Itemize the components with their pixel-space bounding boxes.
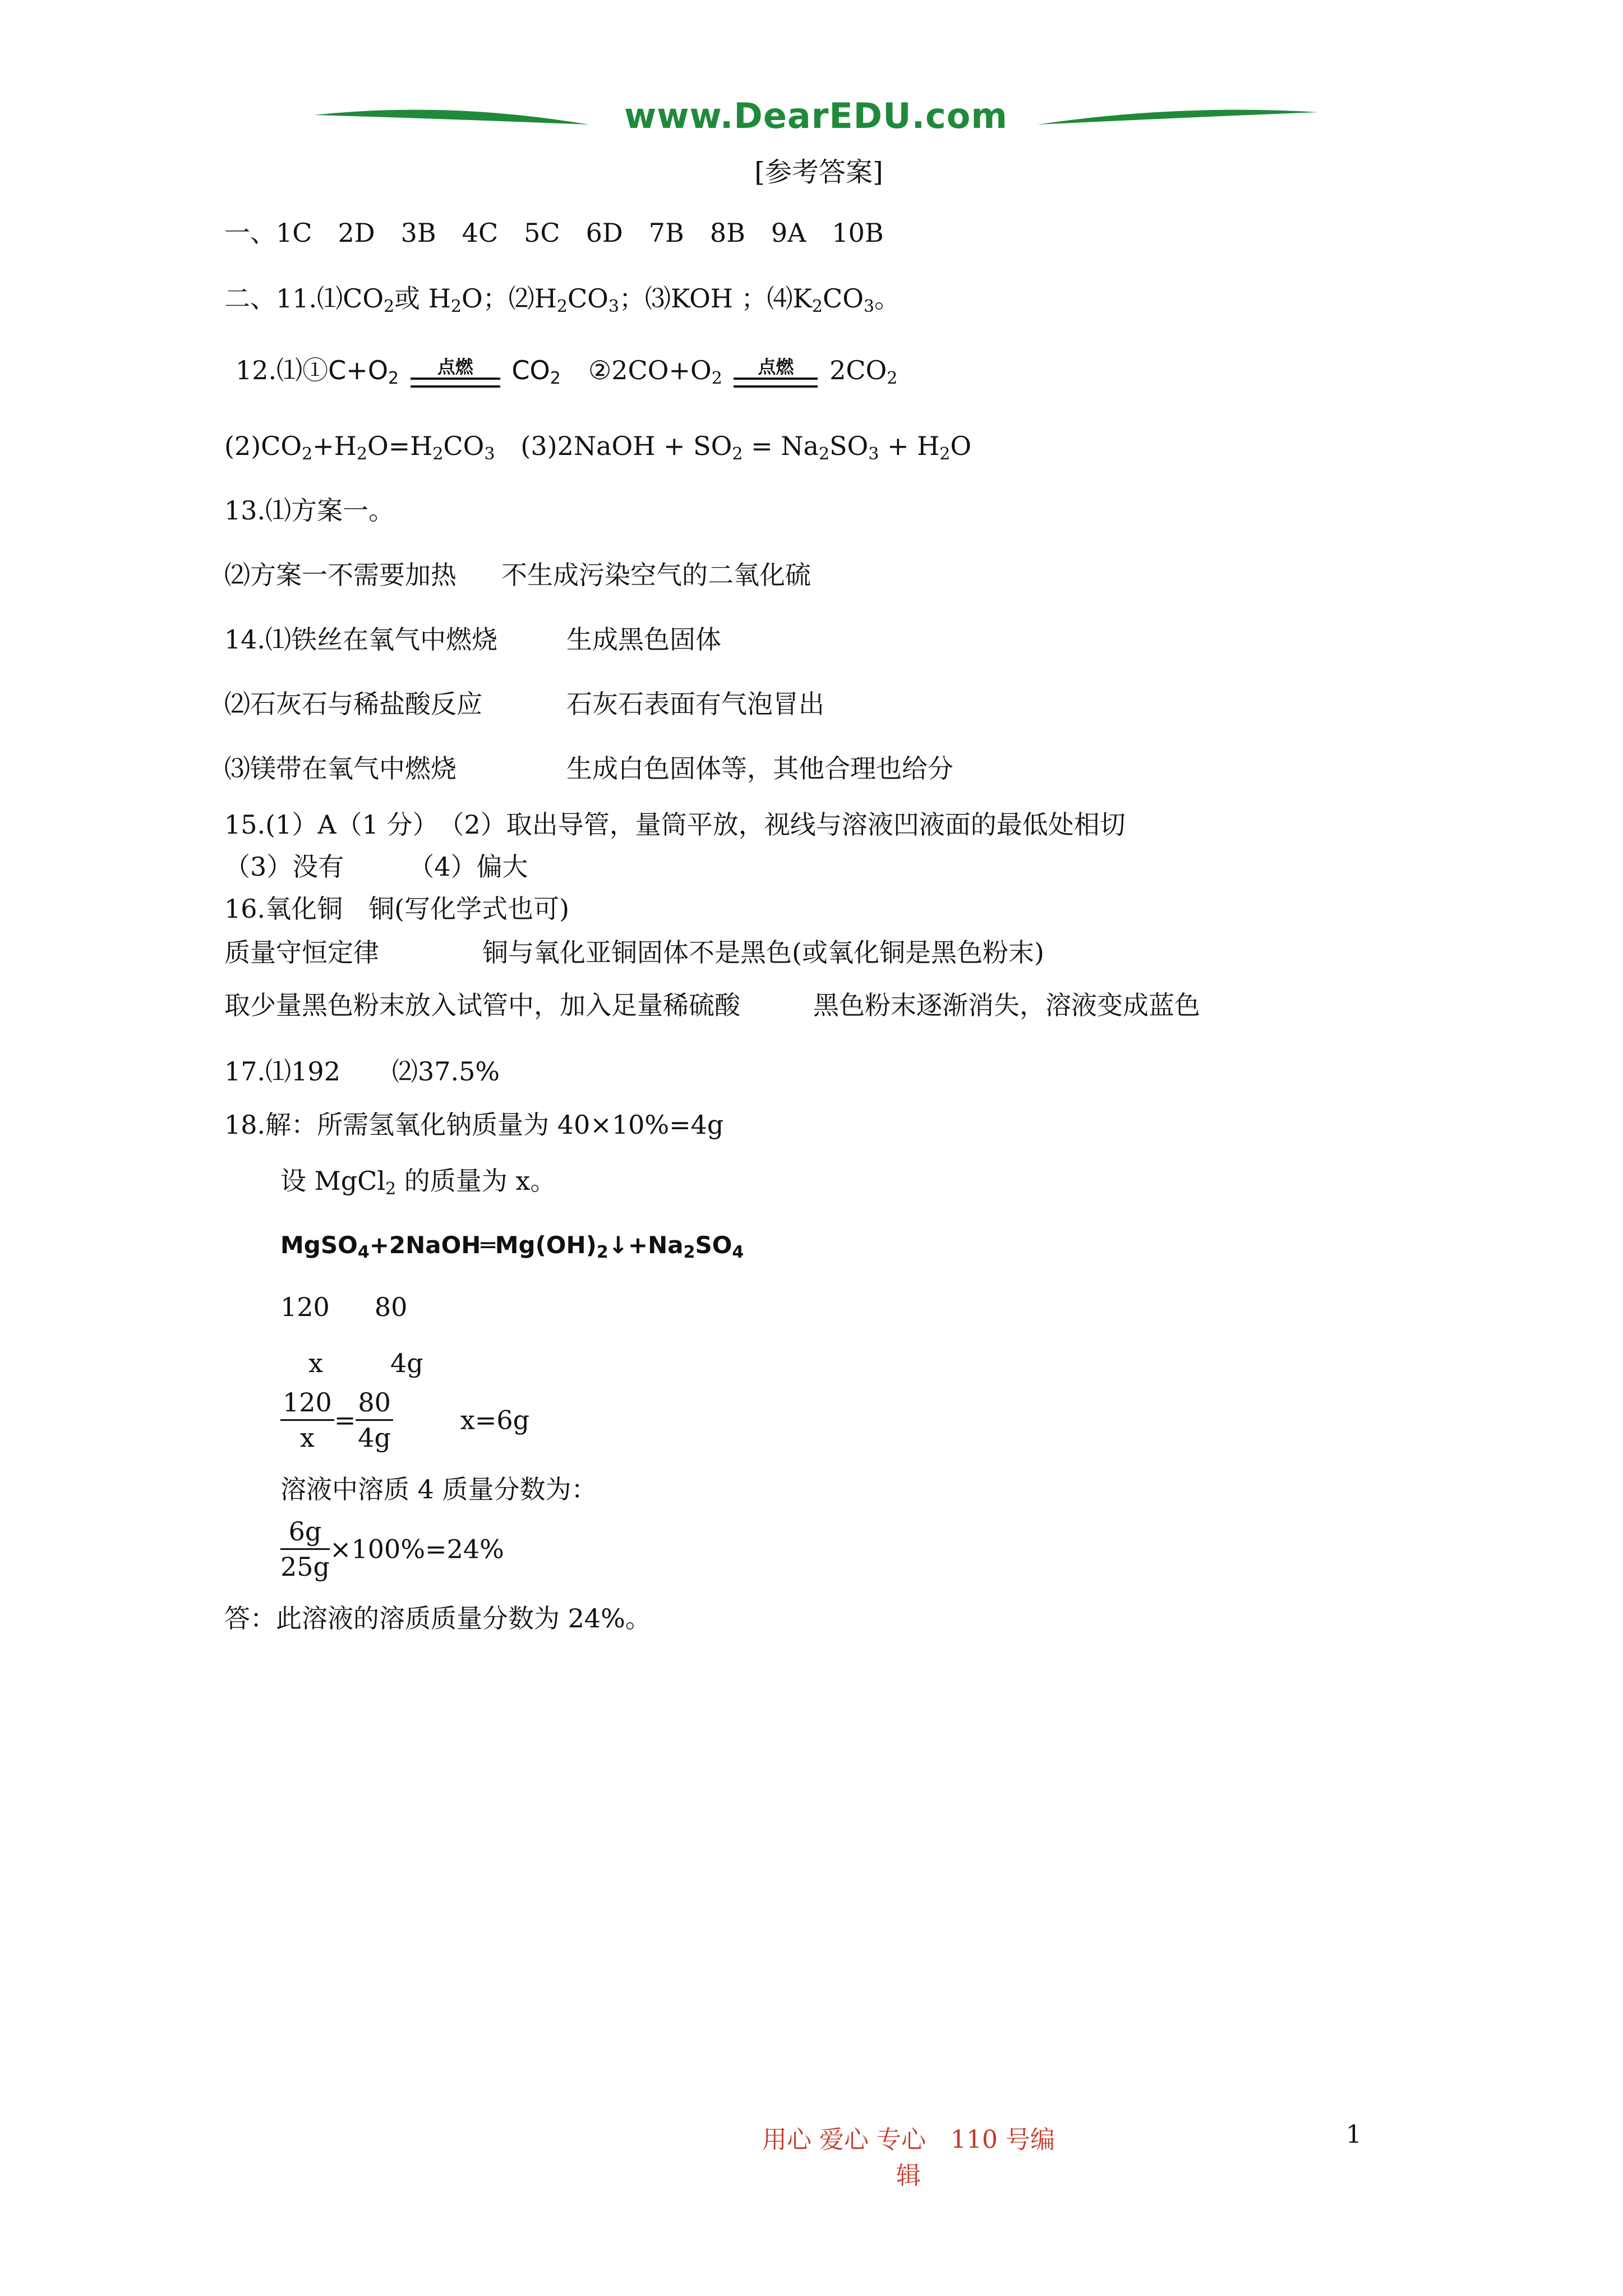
page-number: 1 <box>1346 2120 1362 2149</box>
answer-q16-2: 质量守恒定律 铜与氧化亚铜固体不是黑色(或氧化铜是黑色粉末) <box>224 937 1044 968</box>
answer-q15-2: （3）没有 （4）偏大 <box>224 852 528 882</box>
answer-q13-2: ⑵方案一不需要加热 不生成污染空气的二氧化硫 <box>224 560 811 590</box>
left-swoosh <box>314 110 589 125</box>
answer-q18-solute: 溶液中溶质 4 质量分数为： <box>280 1474 597 1504</box>
answer-q16-1: 16.氧化铜 铜(写化学式也可) <box>224 894 570 924</box>
right-swoosh <box>1038 110 1318 125</box>
answer-q14-1: 14.⑴铁丝在氧气中燃烧 生成黑色固体 <box>224 624 721 655</box>
answer-q18-equation: $MgSO_4+2NaOH═Mg(OH)_2↓+Na_2SO_4$ <box>280 1231 744 1262</box>
answer-q17: 17.⑴192 ⑵37.5% <box>224 1056 500 1087</box>
answer-q11: 二、$11.⑴CO_2$或 $H_2O$；$⑵H_2CO_3$；⑶KOH ；$⑷K_2CO_3$。 <box>224 283 901 316</box>
answer-q13-1: 13.⑴方案一。 <box>224 495 395 526</box>
answer-q18-unknowns: x 4g <box>308 1348 423 1378</box>
answer-q12-1: $12.⑴①C+O_2$ 点燃 $CO_2$ $②2CO+O_2$ 点燃 $2CO_2$ <box>236 355 898 388</box>
answer-q18-1: 18.解：所需氢氧化钠质量为 40×10%=4g <box>224 1110 724 1140</box>
answer-q18-molar-mass: 120 80 <box>280 1292 408 1322</box>
answer-q15-1: 15.(1）A（1 分） （2）取出导管，量筒平放，视线与溶液凹液面的最低处相切 <box>224 809 1126 840</box>
answer-q16-3: 取少量黑色粉末放入试管中，加入足量稀硫酸 黑色粉末逐渐消失，溶液变成蓝色 <box>224 990 1200 1020</box>
answer-q14-3: ⑶镁带在氧气中燃烧 生成白色固体等，其他合理也给分 <box>224 753 953 784</box>
answer-q18-conclusion: 答：此溶液的溶质质量分数为 24%。 <box>224 1603 651 1634</box>
reaction-condition-2: 点燃 <box>734 357 818 388</box>
site-url: www.DearEDU.com <box>624 95 1008 136</box>
page-title: [参考答案] <box>754 157 883 188</box>
fraction-120-x: $\frac{120}{x}$ <box>280 1386 334 1455</box>
answer-q12-2: $(2)CO_2+H_2O=H_2CO_3$ (3)2NaOH + $SO_2 = Na_2SO_3 + H_2O$ <box>224 431 972 464</box>
footer-text: 用心 爱心 专心 110 号编辑 <box>762 2125 1055 2190</box>
reaction-condition-1: 点燃 <box>411 357 500 388</box>
answer-q18-2: 设 MgCl$_2$ 的质量为 x。 <box>280 1166 556 1199</box>
fraction-80-4g: $\frac{80}{4g}$ <box>356 1386 393 1455</box>
fraction-6g-25g: $\frac{6g}{25g}$ <box>280 1515 330 1584</box>
answer-q1-10: 一、1C 2D 3B 4C 5C 6D 7B 8B 9A 10B <box>224 218 884 248</box>
answer-q14-2: ⑵石灰石与稀盐酸反应 石灰石表面有气泡冒出 <box>224 689 824 719</box>
answer-q18-proportion: $\frac{120}{x}$ = $\frac{80}{4g}$ x=6g <box>280 1386 529 1455</box>
answer-q18-percentage: $\frac{6g}{25g}$ ×100%=24% <box>280 1515 504 1584</box>
page-header <box>0 0 1623 188</box>
